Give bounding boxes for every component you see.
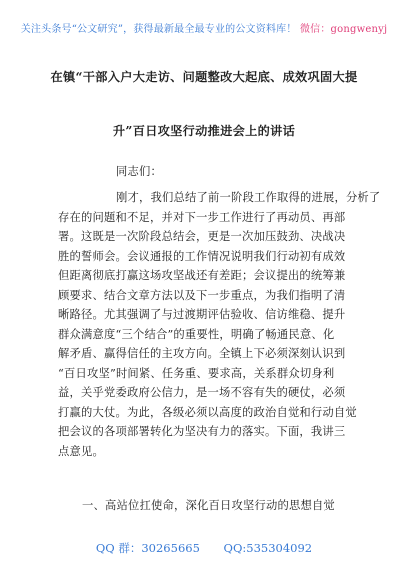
paragraph-line: 把会议的各项部署转化为坚决有力的落实。下面，我讲三 — [58, 425, 346, 438]
paragraph-line: 胜的誓师会。会议通报的工作情况说明我们行动初有成效 — [58, 249, 346, 263]
body-paragraph — [58, 188, 381, 461]
paragraph-line: 解矛盾、赢得信任的主攻方向。全镇上下必须深刻认识到 — [58, 347, 346, 360]
paragraph-line: 点意见。 — [58, 444, 104, 458]
document-title-line-1: 在镇“干部入户大走访、问题整改大起底、成效巩固大提 — [50, 70, 358, 84]
footer-contact — [0, 540, 408, 556]
document-title-line-2: 升”百日攻坚行动推进会上的讲话 — [112, 124, 296, 138]
paragraph-line: 存在的问题和不足，并对下一步工作进行了再动员、再部 — [58, 210, 346, 224]
footer-qq: QQ:535304092 — [223, 541, 313, 555]
paragraph-line: 刚才，我们总结了前一阶段工作取得的进展，分析了 — [116, 191, 381, 204]
section-heading: 一、高站位扛使命，深化百日攻坚行动的思想自觉 — [82, 499, 335, 512]
paragraph-line: 署。这既是一次阶段总结会，更是一次加压鼓劲、决战决 — [58, 230, 346, 243]
paragraph-line: 晰路径。尤其强调了与过渡期评估验收、信访维稳、提升 — [58, 308, 346, 321]
top-banner — [0, 20, 408, 35]
paragraph-line: 顾要求、结合文章方法以及下一步重点，为我们指明了清 — [58, 288, 346, 302]
banner-lead-text: 关注头条号“公文研究”，获得最新最全最专业的公文资料库！ — [20, 24, 297, 35]
paragraph-line: 但距离彻底打赢这场攻坚战还有差距；会议提出的统筹兼 — [58, 269, 346, 282]
banner-wechat-text: 微信：gongwenyj — [299, 24, 388, 35]
paragraph-line: 益，关乎党委政府公信力，是一场不容有失的硬仗，必须 — [58, 386, 346, 399]
paragraph-line: “百日攻坚”时间紧、任务重、要求高，关系群众切身利 — [58, 366, 335, 380]
paragraph-line: 打赢的大仗。为此，各级必须以高度的政治自觉和行动自觉 — [58, 405, 357, 419]
paragraph-line: 群众满意度“三个结合”的重要性，明确了畅通民意、化 — [58, 327, 335, 341]
footer-qq-group: QQ 群：30265665 — [95, 541, 200, 555]
salutation: 同志们： — [116, 165, 162, 178]
